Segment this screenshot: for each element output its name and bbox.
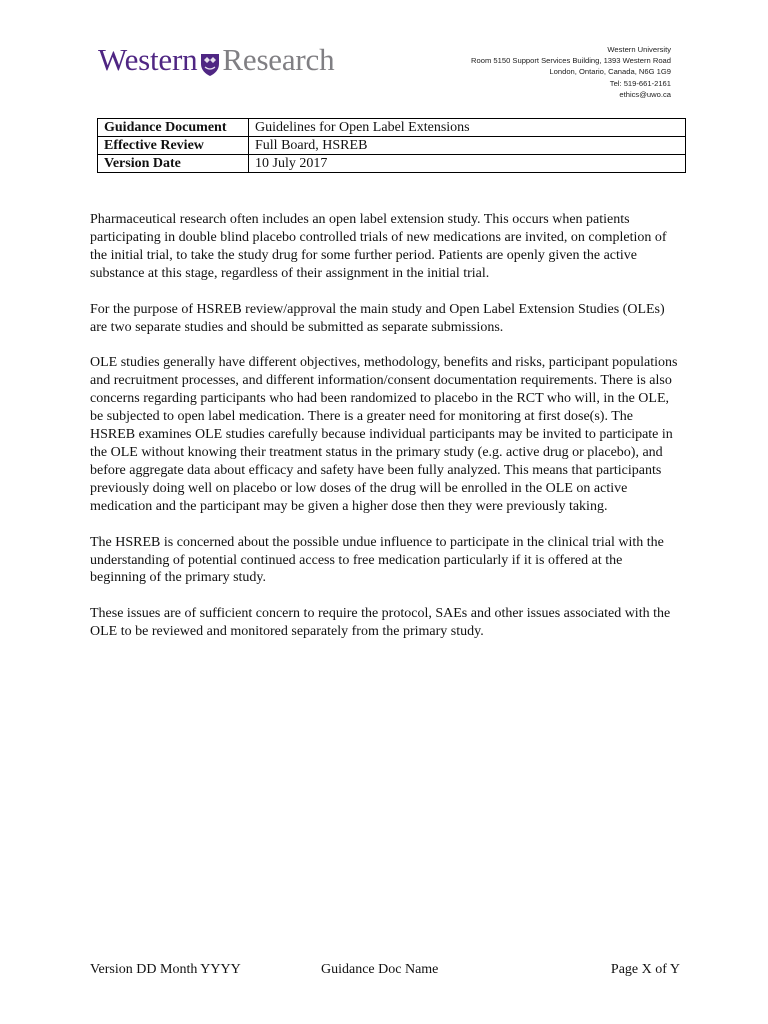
paragraph: OLE studies generally have different objectives, methodology, benefits and risks, participant populations and recruitment processes, and different information/consent documentation requirements. There is also concerns regarding participants who had been randomized to placebo in the RCT who will, in the OLE, be subjected to open label medication. There is a greater need for monitoring at first dose(s). The HSREB examines OLE studies carefully because individual participants may be invited to participate in the OLE without knowing their treatment status in the primary study (e.g. active drug or placebo), and before aggregate data about efficacy and safety have been fully analyzed. This means that participants previously doing well on placebo or low doses of the drug will be enrolled in the OLE on active medication and the participant may be given a higher dose then they were previously taking. (90, 355, 678, 514)
table-row (98, 119, 686, 137)
address-line: London, Ontario, Canada, N6G 1G9 (549, 67, 671, 77)
western-research-logo (98, 40, 334, 80)
address-line: Western University (607, 45, 671, 54)
address-phone: Tel: 519-661-2161 (609, 78, 671, 88)
table-value: Full Board, HSREB (249, 137, 686, 155)
paragraph: For the purpose of HSREB review/approval the main study and Open Label Extension Studies (OLEs) are two separate studies and should be submitted as separate submissions. (90, 301, 665, 335)
address-line: Room 5150 Support Services Building, 1393 Western Road (471, 56, 671, 66)
table-value: Guidelines for Open Label Extensions (249, 119, 686, 137)
footer-doc-name: Guidance Doc Name (321, 962, 439, 977)
address-block (411, 44, 671, 100)
paragraph: These issues are of sufficient concern to require the protocol, SAEs and other issues associated with the OLE to be reviewed and monitored separately from the primary study. (90, 606, 671, 640)
document-body (90, 211, 680, 659)
footer-page-number: Page X of Y (610, 962, 680, 977)
address-email: ethics@uwo.ca (619, 89, 671, 99)
paragraph: Pharmaceutical research often includes an open label extension study. This occurs when patients participating in double blind placebo controlled trials of new medications are invited, on completion of the initial trial, to take the study drug for some further period. Patients are openly given the active substance at this stage, regardless of their assignment in the initial trial. (90, 212, 667, 281)
footer-version: Version DD Month YYYY (90, 962, 241, 977)
table-key: Guidance Document (98, 119, 249, 137)
logo-text-research: Research (222, 42, 335, 77)
table-key: Effective Review (98, 137, 249, 155)
logo-text-western: Western (98, 42, 198, 77)
table-key: Version Date (98, 155, 249, 173)
table-row (98, 137, 686, 155)
table-row (98, 155, 686, 173)
page-footer (90, 962, 680, 978)
paragraph: The HSREB is concerned about the possible undue influence to participate in the clinical trial with the understanding of potential continued access to free medication particularly if it is offered at the beginning of the primary study. (90, 534, 664, 586)
table-value: 10 July 2017 (249, 155, 686, 173)
guidance-info-table (97, 118, 686, 173)
crest-icon (200, 47, 220, 71)
